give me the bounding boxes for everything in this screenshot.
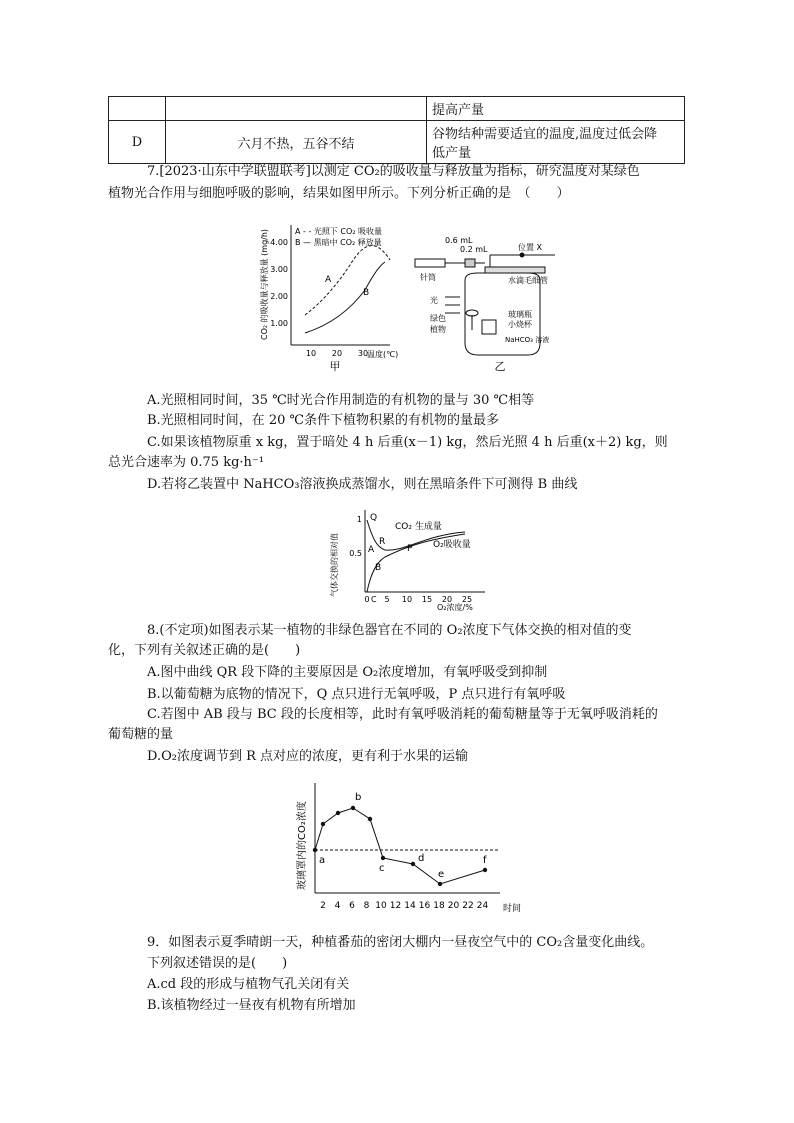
table-cell: 提高产量	[427, 97, 685, 121]
q9-option-b: B.该植物经过一昼夜有机物有所增加	[147, 998, 356, 1013]
figure-caption: 乙	[494, 360, 506, 373]
table-row	[109, 97, 685, 121]
figure-q9	[285, 778, 525, 918]
x-tick-label: 10	[375, 901, 387, 911]
data-point	[321, 822, 325, 826]
x-tick-label: 2	[320, 901, 326, 911]
y-tick-label: 1.00	[270, 319, 288, 328]
label-06ml: 0.6 mL	[445, 236, 473, 245]
y-tick-label: 0.5	[349, 549, 362, 558]
x-tick-label: 20	[441, 595, 453, 604]
q8-stem-line1: 8.(不定项)如图表示某一植物的非绿色器官在不同的 O₂浓度下气体交换的相对值的变	[147, 623, 632, 638]
figure-jia	[255, 210, 405, 375]
q8-option-a: A.图中曲线 QR 段下降的主要原因是 O₂浓度增加，有氧呼吸受到抑制	[147, 665, 548, 680]
point-q: Q	[370, 513, 378, 523]
y-axis-label: 气体交换的相对值	[330, 533, 339, 597]
small-beaker	[482, 320, 496, 334]
x-tick-label: 0	[364, 595, 370, 604]
curve-b	[305, 262, 385, 333]
point-d: d	[418, 853, 425, 864]
y-tick-label: 4.00	[270, 238, 288, 247]
x-tick-label: 18	[433, 901, 445, 911]
x-tick-label: 22	[462, 901, 474, 911]
water-drop	[520, 253, 525, 258]
table-cell-line: 低产量	[432, 146, 472, 161]
table-cell: D	[109, 121, 166, 164]
label-light: 光	[430, 296, 438, 305]
x-tick-label: 14	[404, 901, 416, 911]
q7-option-c-line1: C.如果该植物原重 x kg，置于暗处 4 h 后重(x－1) kg，然后光照 4 h 后重(x＋2) kg，则	[147, 435, 668, 450]
table-cell: 六月不热，五谷不结	[166, 121, 427, 164]
label-bottle: 玻璃瓶	[508, 310, 532, 319]
figure-yi	[410, 225, 570, 375]
label-02ml: 0.2 mL	[460, 245, 488, 254]
x-tick-label: 20	[331, 349, 343, 358]
x-tick-label: 10	[305, 349, 317, 358]
point-c: c	[379, 863, 385, 874]
x-tick-label: 16	[418, 901, 431, 911]
y-tick-label: 2.00	[270, 292, 288, 301]
syringe	[415, 259, 445, 267]
data-point	[411, 862, 415, 866]
co2-label: CO₂ 生成量	[395, 522, 442, 532]
q9-stem-line2: 下列叙述错误的是( )	[147, 956, 288, 971]
point-b: B	[375, 563, 382, 573]
o2-label: O₂吸收量	[433, 540, 471, 550]
answer-table	[108, 96, 685, 164]
x-tick-label: 8	[363, 901, 370, 911]
q8-option-b: B.以葡萄糖为底物的情况下，Q 点只进行无氧呼吸，P 点只进行有氧呼吸	[147, 687, 566, 702]
curve-a-label: A	[325, 275, 332, 285]
x-axis-label: O₂浓度/%	[437, 603, 473, 612]
point-p: P	[407, 544, 413, 554]
data-point	[336, 811, 340, 815]
x-axis-label: 时间	[503, 904, 522, 914]
point-e: e	[438, 869, 445, 880]
label-syringe: 针筒	[420, 273, 436, 282]
x-tick-label: 6	[349, 901, 355, 911]
point-f: f	[483, 855, 487, 866]
label-plant-2: 植物	[430, 325, 446, 334]
x-tick-label: 15	[421, 595, 433, 604]
q7-stem-line2: 植物光合作用与细胞呼吸的影响，结果如图甲所示。下列分析正确的是 （ ）	[108, 186, 570, 201]
table-cell-line: 谷物结种需要适宜的温度,温度过低会降	[432, 127, 658, 142]
data-point	[483, 868, 487, 872]
data-point	[381, 856, 385, 860]
table-row	[109, 121, 685, 164]
q8-option-c-line2: 葡萄糖的量	[108, 727, 174, 742]
stopper	[485, 267, 545, 273]
q9-option-a: A.cd 段的形成与植物气孔关闭有关	[147, 977, 350, 992]
legend-b: B — 黑暗中 CO₂ 释放量	[295, 238, 382, 247]
data-point	[368, 817, 372, 821]
y-tick-label: 1	[356, 515, 362, 524]
x-tick-label: 30	[357, 349, 369, 358]
data-point	[438, 882, 442, 886]
label-plant-1: 绿色	[430, 314, 446, 323]
x-tick-label: 20	[447, 901, 460, 911]
q7-option-c-line2: 总光合速率为 0.75 kg·h⁻¹	[108, 455, 264, 470]
q8-option-c-line1: C.若图中 AB 段与 BC 段的长度相等，此时有氧呼吸消耗的葡萄糖量等于无氧呼吸消耗的	[147, 707, 658, 722]
table-cell	[427, 121, 685, 164]
point-a: a	[319, 855, 326, 866]
data-point	[351, 806, 355, 810]
x-tick-label: 10	[401, 595, 413, 604]
label-cup: 小烧杯	[508, 320, 532, 329]
q9-stem-line1: 9．如图表示夏季晴朗一天，种植番茄的密闭大棚内一昼夜空气中的 CO₂含量变化曲线。	[147, 935, 654, 950]
label-capillary: 水滴毛细管	[508, 276, 548, 285]
point-b: b	[355, 792, 362, 803]
x-tick-label: 12	[389, 901, 402, 911]
data-point	[313, 848, 317, 852]
y-tick-label: 3.00	[270, 265, 288, 274]
q7-stem-line1: 7.[2023·山东中学联盟联考]以测定 CO₂的吸收量与释放量为指标，研究温度对某绿色	[147, 164, 640, 179]
valve	[465, 259, 475, 267]
label-position-x: 位置 X	[518, 243, 543, 252]
point-r: R	[379, 537, 386, 547]
figure-caption: 甲	[329, 360, 341, 373]
curve-b-label: B	[363, 288, 370, 298]
q8-stem-line2: 化，下列有关叙述正确的是( )	[108, 643, 301, 658]
x-tick-label: 5	[384, 595, 390, 604]
y-axis-label: 玻璃罩内的CO₂浓度	[297, 801, 308, 890]
x-tick-label: 24	[476, 901, 489, 911]
x-tick-label: 25	[461, 595, 473, 604]
y-axis-label: CO₂ 的吸收量与释放量 (mg/h)	[260, 228, 269, 340]
label-solution: NaHCO₃ 溶液	[505, 336, 550, 344]
curve-a	[305, 246, 390, 315]
point-c: C	[371, 595, 377, 604]
legend-a: A - - 光照下 CO₂ 吸收量	[295, 227, 383, 236]
q7-option-a: A.光照相同时间，35 ℃时光合作用制造的有机物的量与 30 ℃相等	[147, 393, 535, 408]
co2-curve	[315, 808, 485, 884]
x-axis-label: 温度(℃)	[367, 350, 399, 359]
point-a: A	[368, 545, 375, 555]
table-cell	[166, 97, 427, 121]
figure-q8	[325, 502, 495, 612]
q8-option-d: D.O₂浓度调节到 R 点对应的浓度，更有利于水果的运输	[147, 749, 469, 764]
table-cell	[109, 97, 166, 121]
q7-option-b: B.光照相同时间，在 20 ℃条件下植物积累的有机物的量最多	[147, 413, 500, 428]
q7-option-d: D.若将乙装置中 NaHCO₃溶液换成蒸馏水，则在黑暗条件下可测得 B 曲线	[147, 477, 578, 492]
x-tick-label: 4	[334, 901, 341, 911]
